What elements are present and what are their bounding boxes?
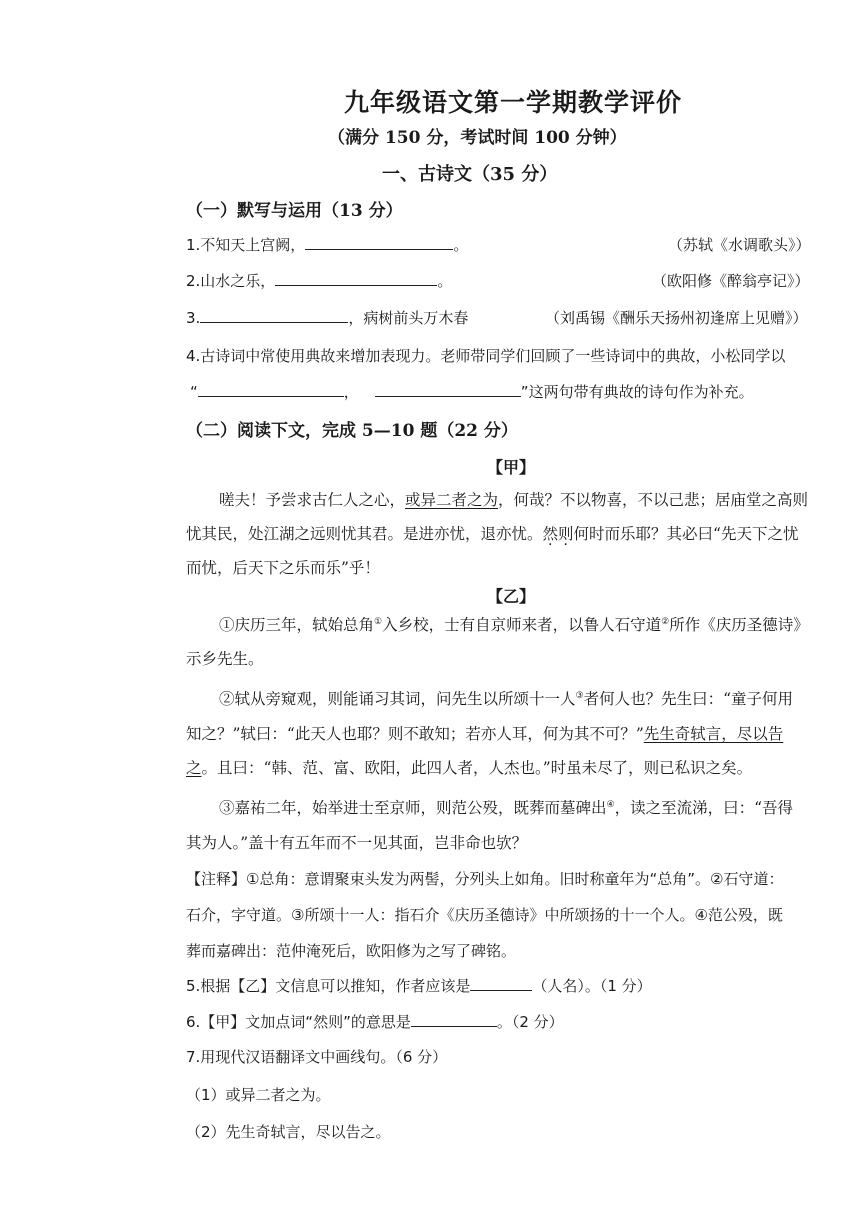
- question-4-line2: “ ， ”这两句带有典故的诗句作为补充。: [190, 383, 754, 401]
- passage-yi-p2-line3: 之。且曰：“韩、范、富、欧阳，此四人者，人杰也。”时虽未尽了，则已私识之矣。: [186, 759, 753, 777]
- answer-blank[interactable]: [200, 308, 348, 323]
- passage-yi-p3-line2: 其为人。”盖十有五年而不一见其面，岂非命也欤？: [186, 834, 528, 852]
- question-7-sub1: （1）或异二者之为。: [186, 1086, 331, 1104]
- underlined-sentence: 或异二者之为: [405, 491, 499, 509]
- answer-blank[interactable]: [411, 1012, 497, 1027]
- passage-yi-p3-line1: ③嘉祐二年，始举进士至京师，则范公殁，既葬而墓碑出④，读之至流涕，曰：“吾得: [219, 799, 794, 817]
- question-7-sub2: （2）先生奇轼言，尽以告之。: [186, 1123, 391, 1141]
- dotted-word: 然: [542, 525, 559, 543]
- exam-title: 九年级语文第一学期教学评价: [344, 88, 683, 117]
- question-4-line1: 4.古诗词中常使用典故来增加表现力。老师带同学们回顾了一些诗词中的典故，小松同学以: [186, 347, 786, 365]
- passage-yi-p2-line2: 知之？”轼曰：“此天人也耶？则不敢知；若亦人耳，何为其不可？”先生奇轼言，尽以告: [186, 725, 784, 743]
- answer-blank[interactable]: [470, 976, 532, 991]
- source-q1: （苏轼《水调歌头》）: [668, 236, 811, 254]
- passage-jia-label: 【甲】: [487, 458, 536, 477]
- passage-jia-line3: 而忧，后天下之乐而乐”乎！: [186, 559, 380, 577]
- answer-blank[interactable]: [275, 271, 437, 286]
- section2-heading: （二）阅读下文，完成 5—10 题（22 分）: [186, 421, 518, 441]
- answer-blank[interactable]: [375, 382, 521, 397]
- question-3: 3. ，病树前头万木春: [186, 309, 469, 327]
- question-5: 5.根据【乙】文信息可以推知，作者应该是 （人名）。（1 分）: [186, 977, 652, 995]
- passage-jia-line1: 嗟夫！予尝求古仁人之心，或异二者之为，何哉？不以物喜，不以己悲；居庙堂之高则: [219, 491, 809, 509]
- question-7: 7.用现代汉语翻译文中画线句。（6 分）: [186, 1048, 448, 1066]
- notes-line1: 【注释】①总角：意谓聚束头发为两髻，分列头上如角。旧时称童年为“总角”。②石守道：: [186, 870, 784, 888]
- passage-yi-p1-line1: ①庆历三年，轼始总角①入乡校，士有自京师来者，以鲁人石守道②所作《庆历圣德诗》: [219, 616, 809, 634]
- answer-blank[interactable]: [305, 235, 453, 250]
- passage-yi-label: 【乙】: [487, 587, 536, 606]
- answer-blank[interactable]: [198, 382, 344, 397]
- question-6: 6.【甲】文加点词“然则”的意思是 。（2 分）: [186, 1013, 564, 1031]
- dotted-word: 则: [558, 525, 574, 543]
- question-2: 2.山水之乐， 。: [186, 272, 453, 290]
- section1-heading: （一）默写与运用（13 分）: [186, 201, 403, 221]
- source-q2: （欧阳修《醉翁亭记》）: [652, 272, 810, 290]
- source-q3: （刘禹锡《酬乐天扬州初逢席上见赠》）: [545, 309, 808, 327]
- notes-line2: 石介，字守道。③所颂十一人：指石介《庆历圣德诗》中所颂扬的十一个人。④范公殁，既: [186, 906, 783, 924]
- notes-line3: 葬而嘉碑出：范仲淹死后，欧阳修为之写了碑铭。: [186, 942, 517, 960]
- part1-heading: 一、古诗文（35 分）: [382, 164, 558, 185]
- passage-yi-p2-line1: ②轼从旁窥观，则能诵习其词，问先生以所颂十一人③者何人也？先生曰：“童子何用: [219, 690, 794, 708]
- underlined-sentence: 先生奇轼言，尽以告: [643, 725, 784, 743]
- exam-subtitle: （满分 150 分，考试时间 100 分钟）: [328, 128, 627, 148]
- passage-yi-p1-line2: 示乡先生。: [186, 650, 264, 668]
- question-1: 1.不知天上宫阙， 。: [186, 236, 469, 254]
- passage-jia-line2: 忧其民，处江湖之远则忧其君。是进亦忧，退亦忧。然则何时而乐耶？其必曰“先天下之忧: [186, 525, 799, 543]
- underlined-sentence: 之: [186, 759, 202, 777]
